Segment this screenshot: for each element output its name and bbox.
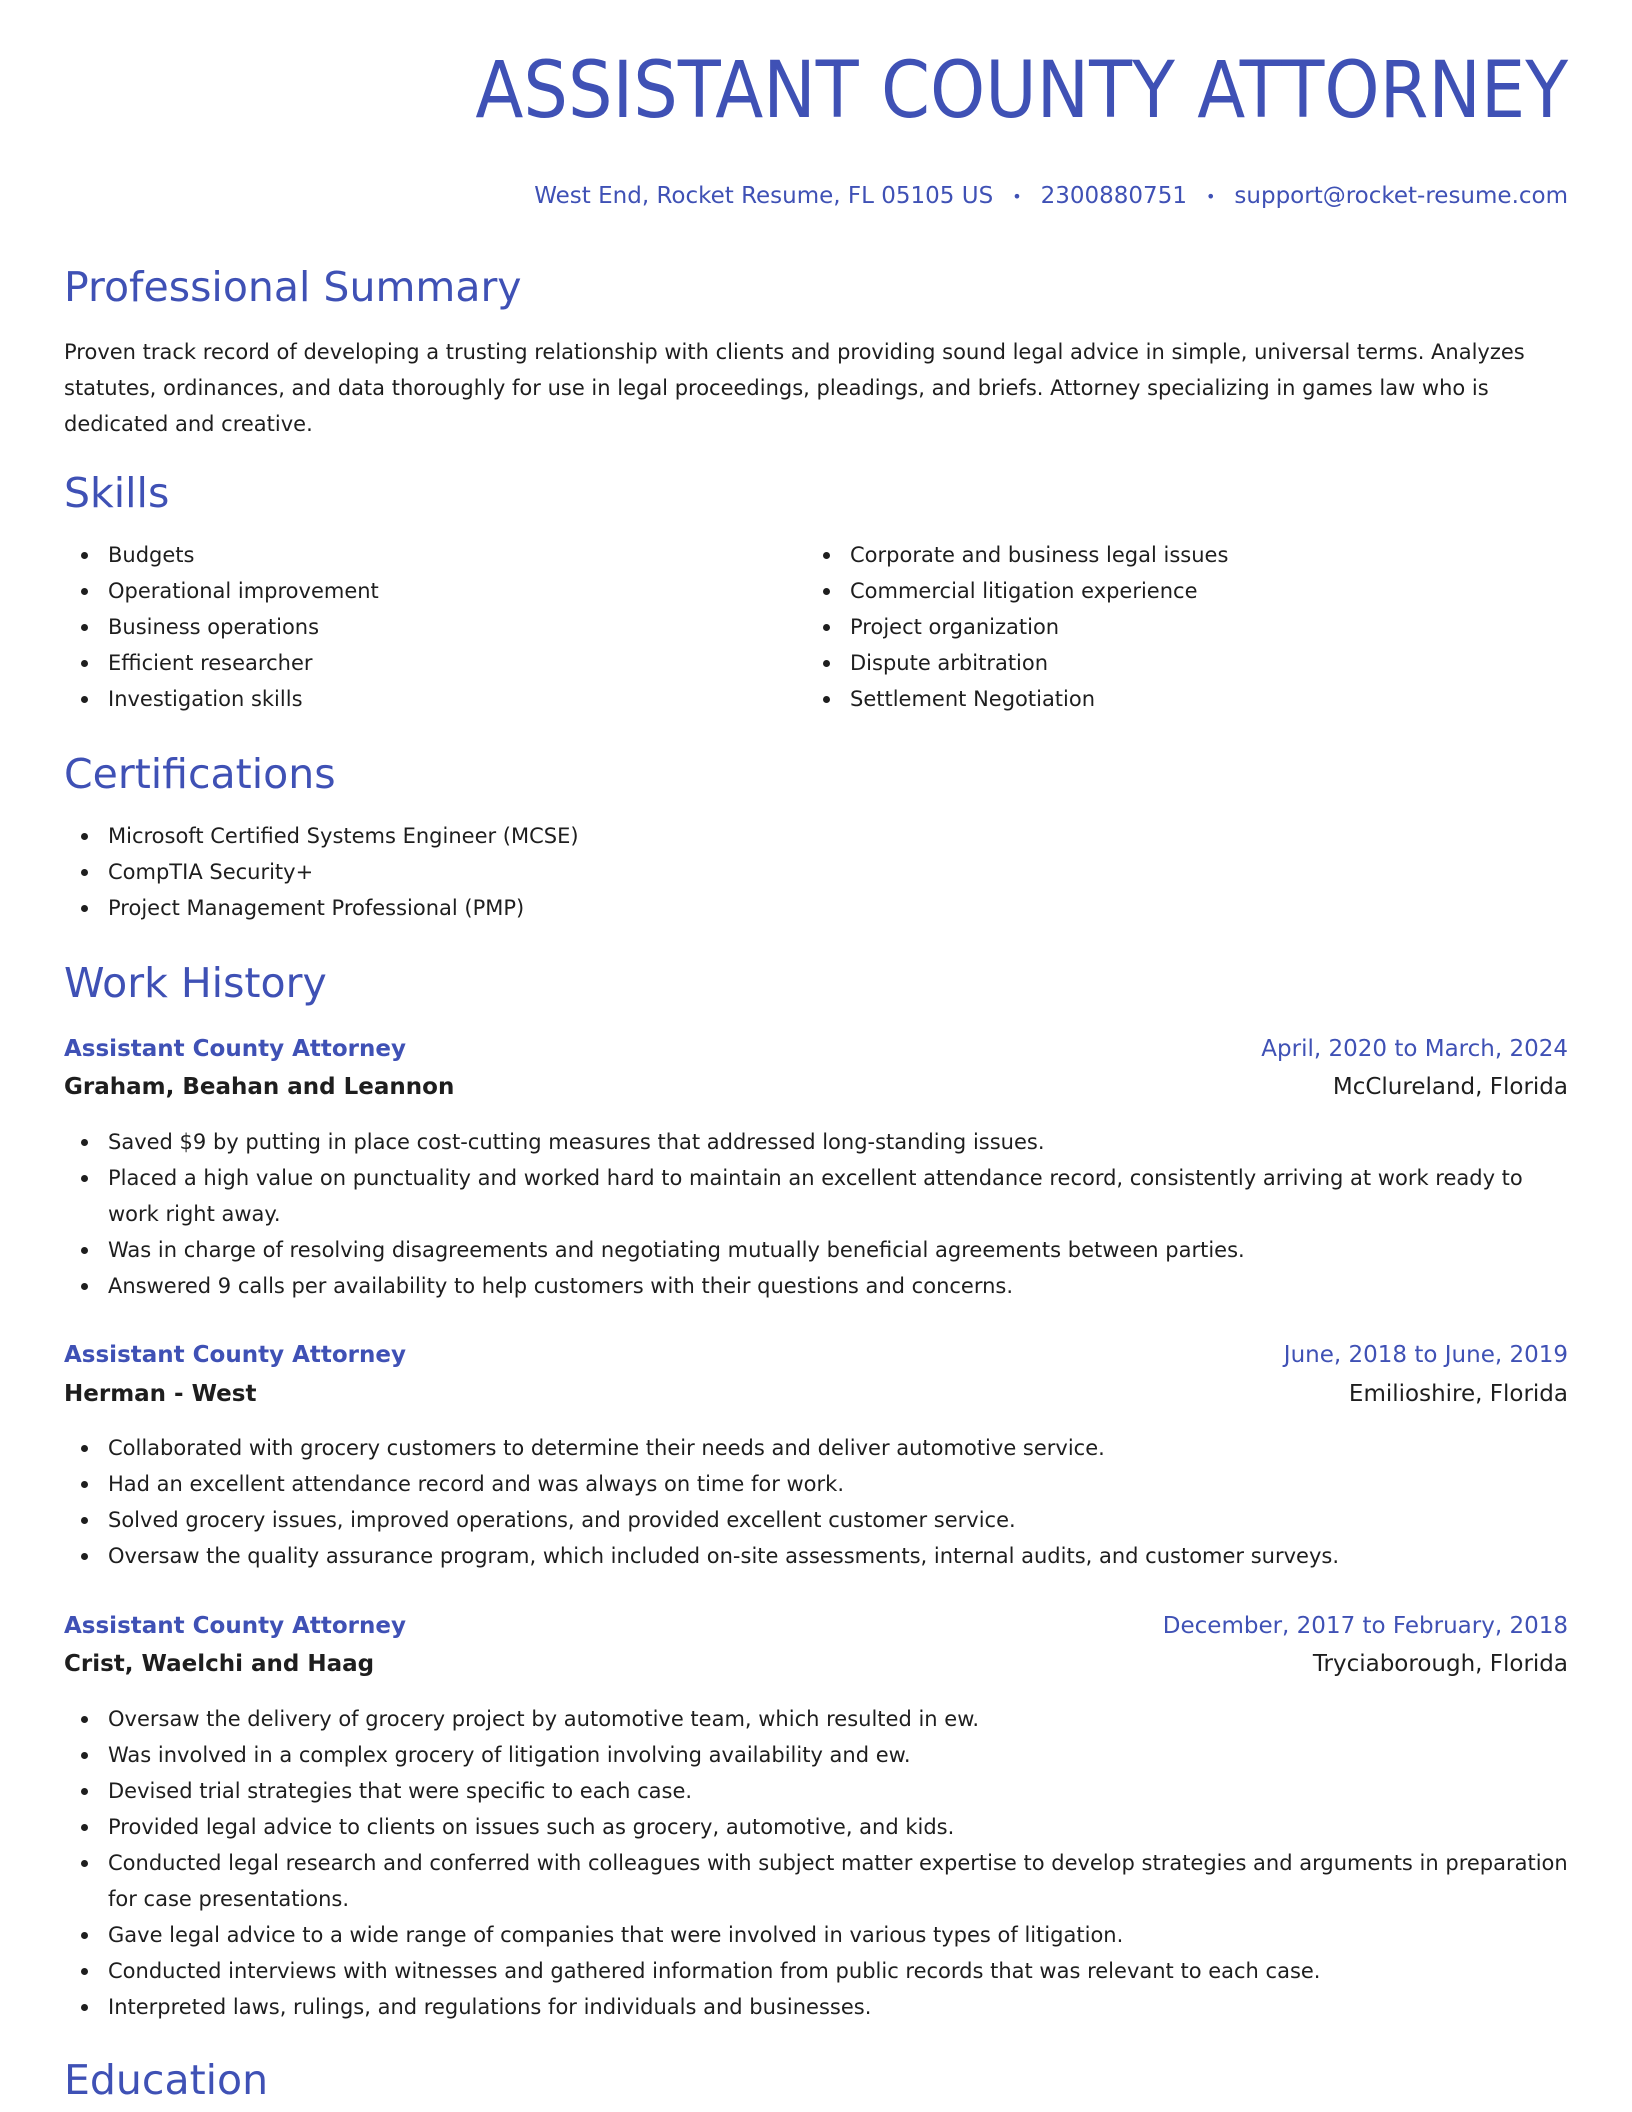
skill-item: Efficient researcher	[64, 645, 379, 681]
job-bullets	[64, 1124, 1568, 1304]
job-title: Assistant County Attorney	[64, 1613, 406, 1639]
contact-line	[534, 183, 1568, 209]
job-bullet: Devised trial strategies that were specific to each case.	[64, 1773, 1568, 1809]
job-title: Assistant County Attorney	[64, 1036, 406, 1062]
skills-list-left	[64, 537, 379, 717]
job-location: McClureland, Florida	[1332, 1074, 1568, 1100]
contact-separator: •	[1012, 186, 1022, 206]
job-bullet: Collaborated with grocery customers to determine their needs and deliver automotive service.	[64, 1430, 1568, 1466]
job-bullet: Had an excellent attendance record and was always on time for work.	[64, 1466, 1568, 1502]
education-section-title: Education	[64, 2056, 269, 2104]
job-bullet: Gave legal advice to a wide range of companies that were involved in various types of litigation.	[64, 1917, 1568, 1953]
certification-item: Microsoft Certified Systems Engineer (MCSE)	[64, 818, 579, 854]
contact-email[interactable]: support@rocket-resume.com	[1234, 183, 1568, 209]
skill-item: Operational improvement	[64, 573, 379, 609]
job-location: Emilioshire, Florida	[1348, 1381, 1568, 1407]
summary-text: Proven track record of developing a trusting relationship with clients and providing sound legal advice in simple, universal terms. Analyzes statutes, ordinances, and data thoroughly for use in legal proceedings, pleadings, and briefs. Attorney specializing in games law who is dedicated and creative.	[64, 340, 1525, 436]
skill-item: Project organization	[806, 609, 1228, 645]
job-bullet: Conducted interviews with witnesses and gathered information from public records that was relevant to each case.	[64, 1953, 1568, 1989]
skill-item: Budgets	[64, 537, 379, 573]
job-bullet: Provided legal advice to clients on issues such as grocery, automotive, and kids.	[64, 1809, 1568, 1845]
job-dates: June, 2018 to June, 2019	[1283, 1342, 1568, 1368]
job-bullet: Interpreted laws, rulings, and regulations for individuals and businesses.	[64, 1989, 1568, 2025]
skill-item: Dispute arbitration	[806, 645, 1228, 681]
skill-item: Corporate and business legal issues	[806, 537, 1228, 573]
skills-section-title: Skills	[64, 469, 170, 517]
resume-name-heading: ASSISTANT COUNTY ATTORNEY	[475, 46, 1568, 136]
job-bullet: Was involved in a complex grocery of litigation involving availability and ew.	[64, 1737, 1568, 1773]
job-dates: December, 2017 to February, 2018	[1162, 1613, 1568, 1639]
job-dates: April, 2020 to March, 2024	[1261, 1036, 1568, 1062]
summary-section-title: Professional Summary	[64, 263, 522, 311]
job-company: Graham, Beahan and Leannon	[64, 1074, 455, 1100]
job-bullet: Oversaw the delivery of grocery project by automotive team, which resulted in ew.	[64, 1701, 1568, 1737]
job-bullet: Was in charge of resolving disagreements and negotiating mutually beneficial agreements between parties.	[64, 1232, 1568, 1268]
skill-item: Investigation skills	[64, 681, 379, 717]
certifications-section-title: Certifications	[64, 750, 336, 798]
certification-item: Project Management Professional (PMP)	[64, 890, 579, 926]
contact-phone[interactable]: 2300880751	[1040, 183, 1187, 209]
job-bullets	[64, 1701, 1568, 2025]
contact-address: West End, Rocket Resume, FL 05105 US	[534, 183, 994, 209]
job-bullet: Saved $9 by putting in place cost-cutting measures that addressed long-standing issues.	[64, 1124, 1568, 1160]
job-bullets	[64, 1430, 1568, 1574]
job-bullet: Placed a high value on punctuality and worked hard to maintain an excellent attendance record, consistently arriving at work ready to work right away.	[64, 1160, 1568, 1232]
skills-list-right	[806, 537, 1228, 717]
skill-item: Settlement Negotiation	[806, 681, 1228, 717]
skill-item: Commercial litigation experience	[806, 573, 1228, 609]
work-history-section-title: Work History	[64, 959, 327, 1007]
contact-separator: •	[1205, 186, 1216, 206]
job-bullet: Conducted legal research and conferred with colleagues with subject matter expertise to develop strategies and arguments in preparation for case presentations.	[64, 1845, 1568, 1917]
job-bullet: Answered 9 calls per availability to help customers with their questions and concerns.	[64, 1268, 1568, 1304]
job-company: Herman - West	[64, 1381, 257, 1407]
certification-item: CompTIA Security+	[64, 854, 579, 890]
skill-item: Business operations	[64, 609, 379, 645]
certifications-list	[64, 818, 579, 926]
job-company: Crist, Waelchi and Haag	[64, 1651, 375, 1677]
job-bullet: Solved grocery issues, improved operations, and provided excellent customer service.	[64, 1502, 1568, 1538]
job-bullet: Oversaw the quality assurance program, which included on-site assessments, internal audits, and customer surveys.	[64, 1538, 1568, 1574]
job-location: Tryciaborough, Florida	[1312, 1651, 1568, 1677]
job-title: Assistant County Attorney	[64, 1342, 406, 1368]
